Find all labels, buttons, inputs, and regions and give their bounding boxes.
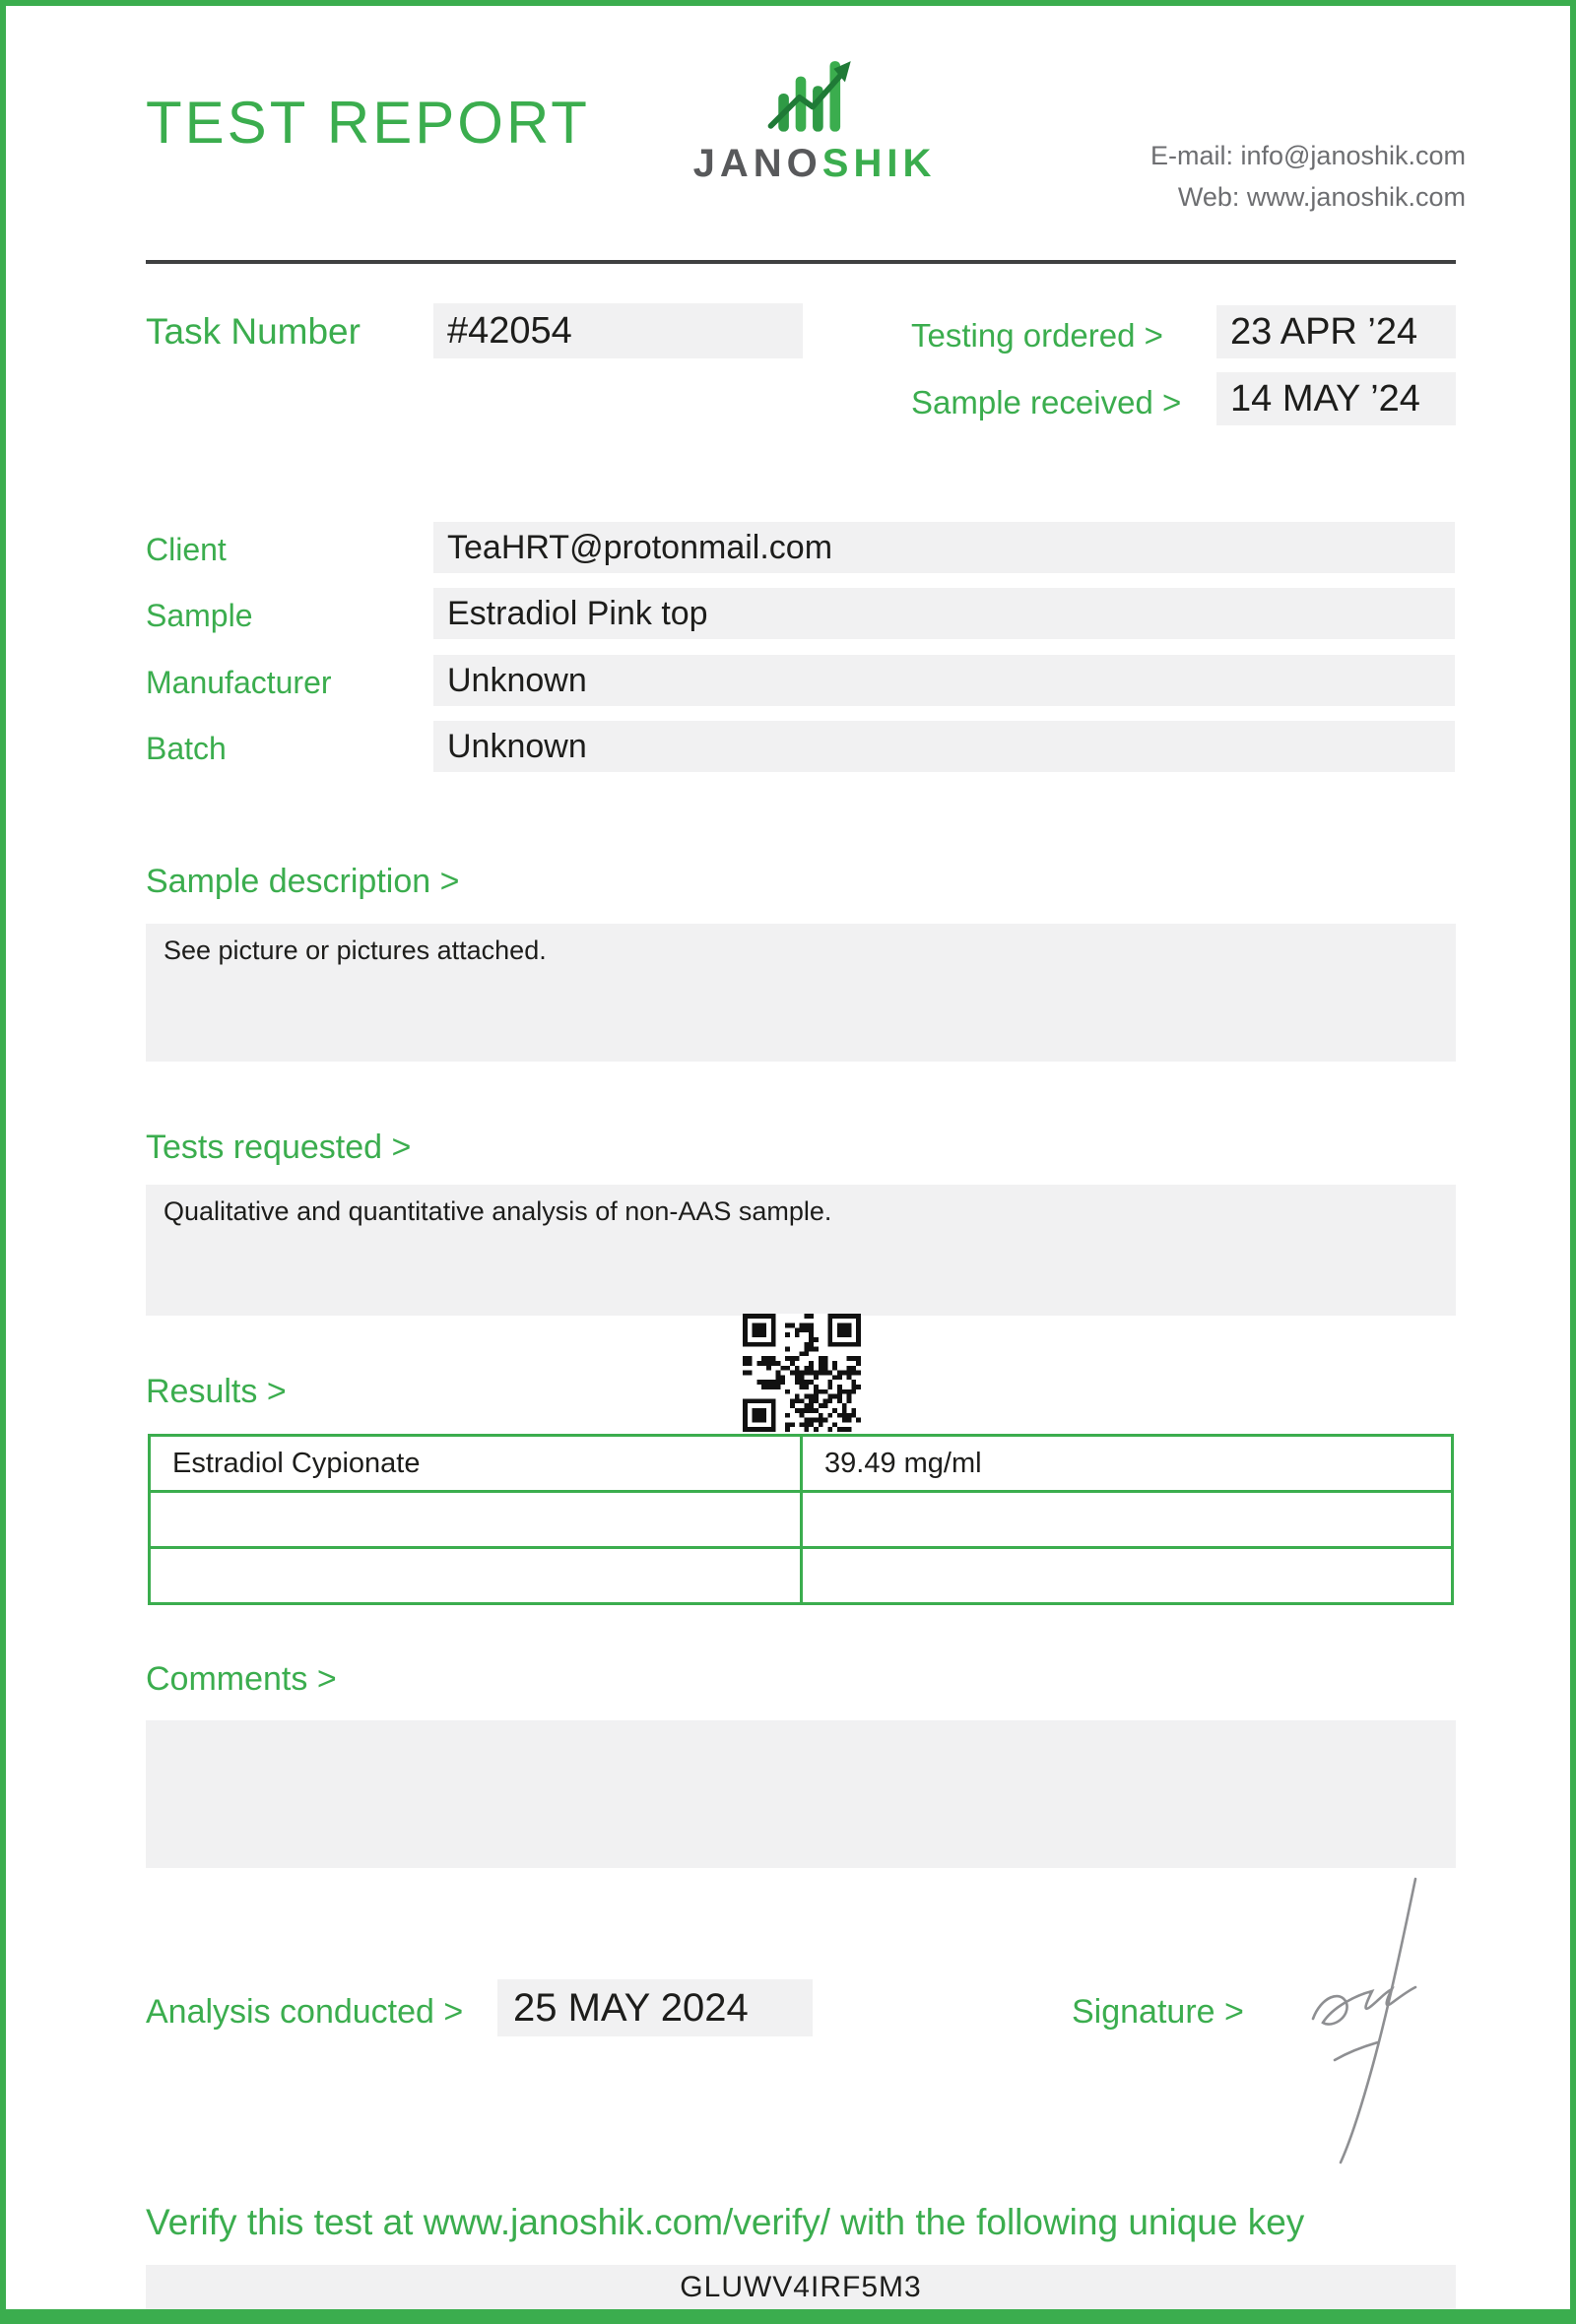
- page-border-right: [1570, 0, 1576, 2324]
- results-table: [148, 1434, 1454, 1605]
- task-number-label: Task Number: [146, 311, 361, 352]
- sample-description-text: See picture or pictures attached.: [164, 936, 547, 965]
- email-value: info@janoshik.com: [1240, 141, 1466, 170]
- task-number-value: #42054: [433, 303, 803, 358]
- substance-cell: [150, 1548, 802, 1604]
- substance-cell: [150, 1492, 802, 1548]
- web-line: [1150, 177, 1466, 219]
- sample-description-heading: Sample description >: [146, 863, 460, 900]
- sample-received-label: Sample received >: [911, 384, 1182, 420]
- page-border-top: [0, 0, 1576, 6]
- signature-label: Signature >: [1072, 1993, 1244, 2031]
- page-title: TEST REPORT: [146, 90, 590, 156]
- manufacturer-label: Manufacturer: [146, 665, 332, 700]
- logo-text-jano: JANO: [692, 142, 822, 185]
- janoshik-logo: [672, 47, 957, 186]
- web-value: www.janoshik.com: [1246, 181, 1466, 212]
- sample-value: Estradiol Pink top: [433, 588, 1455, 639]
- logo-chart-icon: [757, 47, 872, 140]
- sample-received-value: 14 MAY ’24: [1216, 372, 1456, 425]
- page-border-left: [0, 0, 6, 2324]
- substance-cell: Estradiol Cypionate: [150, 1436, 802, 1492]
- email-line: [1150, 136, 1466, 177]
- amount-cell: 39.49 mg/ml: [802, 1436, 1453, 1492]
- sample-label: Sample: [146, 598, 253, 633]
- tests-requested-box: [146, 1185, 1456, 1316]
- qr-code: [743, 1314, 861, 1432]
- results-row: [150, 1492, 1453, 1548]
- client-value: TeaHRT@protonmail.com: [433, 522, 1455, 573]
- testing-ordered-value: 23 APR ’24: [1216, 305, 1456, 358]
- manufacturer-value: Unknown: [433, 655, 1455, 706]
- signature-image: [1276, 1873, 1463, 2168]
- verify-key: GLUWV4IRF5M3: [146, 2265, 1456, 2310]
- batch-label: Batch: [146, 731, 227, 766]
- client-label: Client: [146, 532, 227, 567]
- batch-value: Unknown: [433, 721, 1455, 772]
- amount-cell: [802, 1548, 1453, 1604]
- tests-requested-text: Qualitative and quantitative analysis of non-AAS sample.: [164, 1196, 832, 1226]
- verify-instruction: Verify this test at www.janoshik.com/verify/ with the following unique key: [146, 2202, 1305, 2242]
- tests-requested-heading: Tests requested >: [146, 1129, 412, 1166]
- analysis-conducted-label: Analysis conducted >: [146, 1993, 464, 2031]
- amount-cell: [802, 1492, 1453, 1548]
- comments-box: [146, 1720, 1456, 1868]
- logo-wordmark: [672, 142, 957, 186]
- sample-description-box: [146, 924, 1456, 1062]
- results-row: [150, 1436, 1453, 1492]
- header-divider: [146, 260, 1456, 264]
- analysis-conducted-value: 25 MAY 2024: [497, 1979, 813, 2036]
- web-label: Web:: [1177, 181, 1240, 212]
- page-border-bottom: [0, 2309, 1576, 2324]
- testing-ordered-label: Testing ordered >: [911, 317, 1163, 354]
- email-label: E-mail:: [1149, 141, 1233, 170]
- comments-heading: Comments >: [146, 1660, 337, 1698]
- contact-info: [1150, 136, 1466, 219]
- logo-text-shik: SHIK: [821, 142, 937, 185]
- results-heading: Results >: [146, 1373, 287, 1410]
- results-row: [150, 1548, 1453, 1604]
